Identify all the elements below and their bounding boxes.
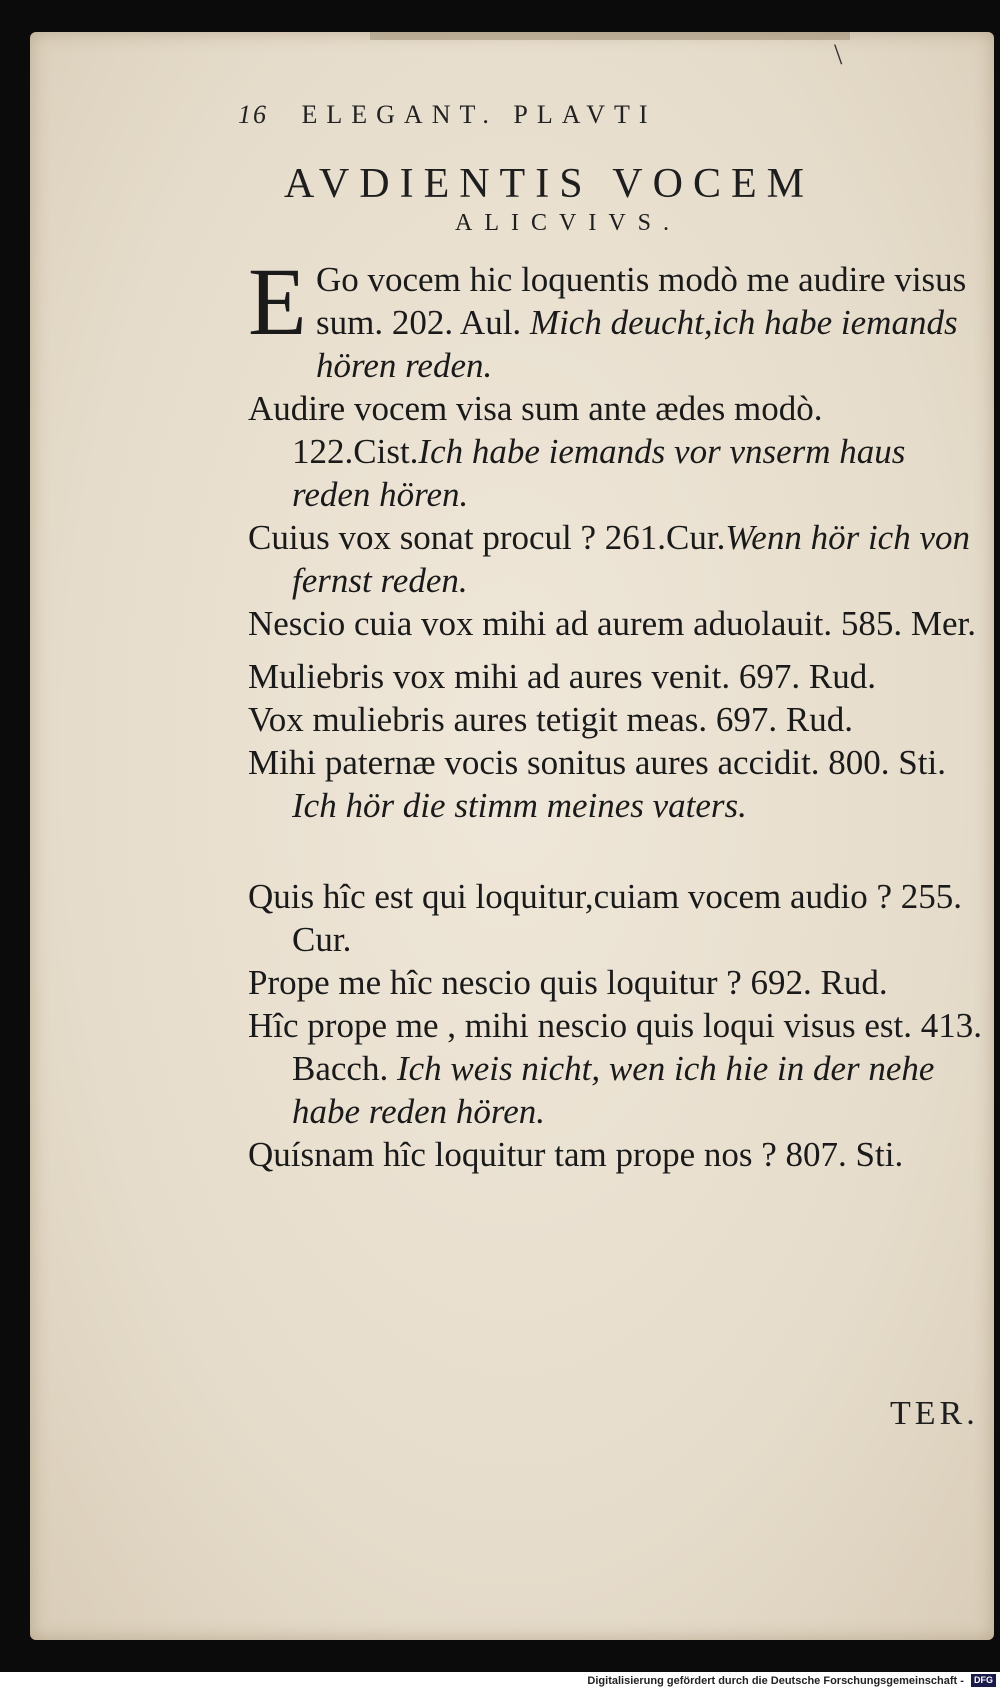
entry-german: Wenn hör ich von fernst reden. — [292, 518, 970, 600]
dfg-logo: DFG — [971, 1674, 996, 1687]
entry-11 — [248, 1133, 988, 1176]
section-title-line1: AVDIENTIS VOCEM — [284, 161, 814, 207]
entry-1 — [248, 248, 988, 387]
drop-cap: E — [248, 248, 307, 355]
catchword: TER. — [890, 1395, 979, 1432]
entry-7 — [248, 741, 988, 827]
entry-german: Mich deucht,ich habe iemands hören reden. — [316, 303, 958, 385]
entry-latin: Audire vocem visa sum ante ædes modò. 122.Cist. — [248, 389, 823, 471]
entry-3 — [248, 516, 988, 602]
entry-5 — [248, 655, 988, 698]
spacer — [248, 827, 988, 875]
page-edge-shadow — [370, 32, 850, 40]
entry-10 — [248, 1004, 988, 1133]
entry-latin: Prope me hîc nescio quis loquitur ? 692. Rud. — [248, 963, 888, 1002]
entry-2 — [248, 387, 988, 516]
spacer — [248, 645, 988, 655]
ink-mark: \ — [834, 38, 843, 71]
entry-german: Ich hör die stimm meines vaters. — [292, 786, 747, 825]
entry-german: Ich habe iemands vor vnserm haus reden hören. — [292, 432, 906, 514]
banner-text: Digitalisierung gefördert durch die Deutsche Forschungsgemeinschaft - — [587, 1675, 964, 1687]
digitization-banner — [0, 1672, 1000, 1691]
entry-latin: Go vocem hic loquentis modò me audire visus sum. 202. Aul. — [316, 260, 967, 342]
entry-german: Ich weis nicht, wen ich hie in der nehe habe reden hören. — [292, 1049, 935, 1131]
entry-latin: Hîc prope me , mihi nescio quis loqui visus est. 413. Bacch. — [248, 1006, 982, 1088]
entry-latin: Nescio cuia vox mihi ad aurem aduolauit. 585. Mer. — [248, 604, 977, 643]
entry-latin: Muliebris vox mihi ad aures venit. 697. Rud. — [248, 657, 876, 696]
entry-4 — [248, 602, 988, 645]
running-header — [238, 100, 878, 140]
entry-latin: Quísnam hîc loquitur tam prope nos ? 807. Sti. — [248, 1135, 904, 1174]
page-number: 16 — [238, 100, 268, 129]
entry-6 — [248, 698, 988, 741]
entry-latin: Vox muliebris aures tetigit meas. 697. Rud. — [248, 700, 853, 739]
running-title: ELEGANT. PLAVTI — [301, 100, 657, 129]
entry-latin: Mihi paternæ vocis sonitus aures accidit. 800. Sti. — [248, 743, 946, 782]
section-title-line2: ALICVIVS. — [455, 210, 681, 236]
entry-latin: Quis hîc est qui loquitur,cuiam vocem audio ? 255. Cur. — [248, 877, 963, 959]
entry-latin: Cuius vox sonat procul ? 261.Cur. — [248, 518, 726, 557]
entry-9 — [248, 961, 988, 1004]
entry-8 — [248, 875, 988, 961]
entry-list — [248, 248, 988, 1176]
